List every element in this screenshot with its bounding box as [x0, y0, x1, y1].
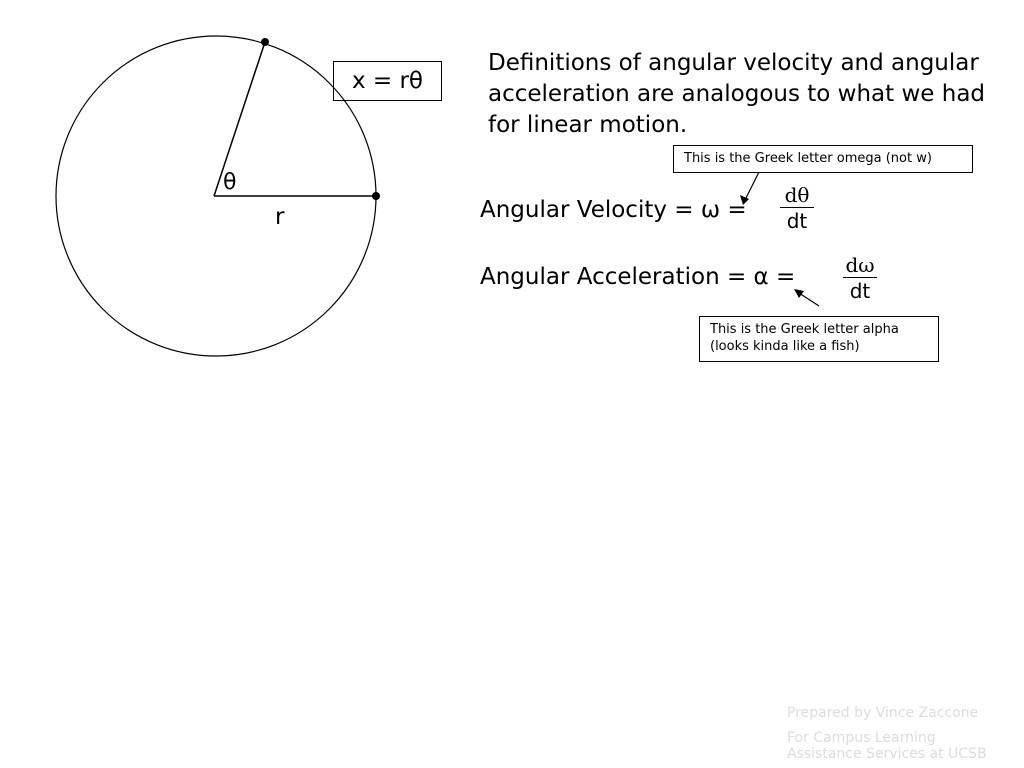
angle-theta-label: θ	[223, 170, 237, 195]
rotated-endpoint-dot	[261, 38, 269, 46]
alpha-arrowhead	[794, 289, 804, 298]
acceleration-numerator: dω	[843, 253, 877, 278]
alpha-pointer-arrow	[799, 293, 819, 306]
omega-note: This is the Greek letter omega (not w)	[673, 145, 973, 173]
velocity-numerator: dθ	[780, 183, 814, 208]
angular-acceleration-equation: Angular Acceleration = α =	[480, 264, 796, 290]
alpha-note: This is the Greek letter alpha (looks kinda like a fish)	[699, 316, 939, 362]
radius-r-label: r	[275, 204, 285, 230]
intro-text: Definitions of angular velocity and angular acceleration are analogous to what we had for linear motion.	[488, 50, 986, 138]
credit-author: Prepared by Vince Zaccone	[787, 705, 979, 721]
rotated-radius-line	[214, 42, 265, 196]
angular-velocity-equation: Angular Velocity = ω =	[480, 197, 747, 223]
omega-pointer-arrow	[745, 172, 759, 200]
acceleration-denominator: dt	[849, 279, 871, 303]
velocity-fraction	[780, 183, 814, 234]
acceleration-fraction	[843, 253, 877, 304]
radius-endpoint-dot	[372, 192, 380, 200]
credit-organization: For Campus Learning Assistance Services at UCSB	[787, 730, 987, 762]
velocity-denominator: dt	[786, 209, 808, 233]
arc-length-formula-box: x = rθ	[333, 61, 442, 101]
